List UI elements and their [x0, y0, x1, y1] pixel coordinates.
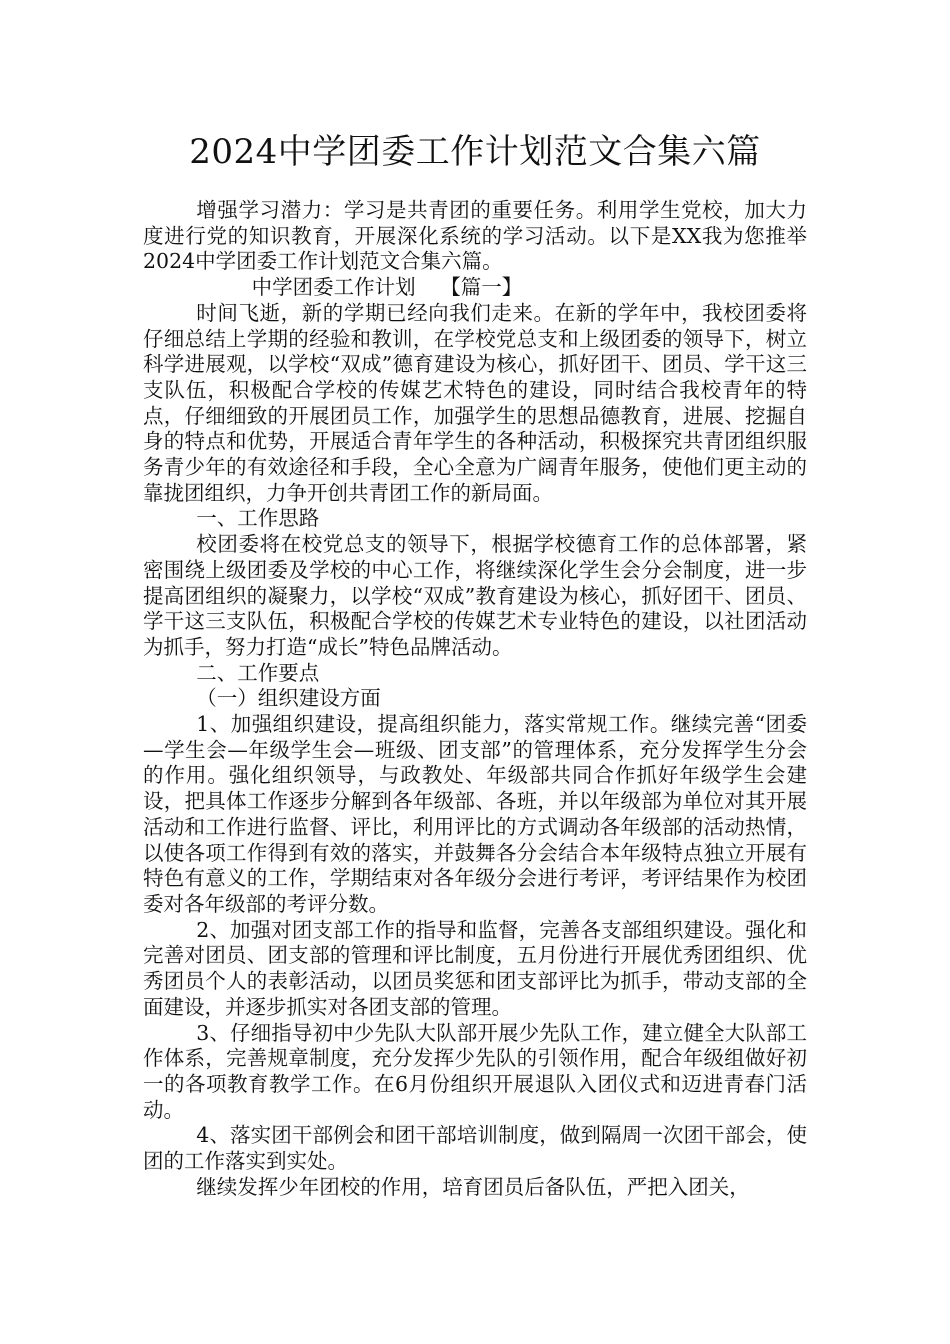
- document-body: [143, 198, 807, 1200]
- section-number: 【篇一】: [440, 275, 523, 300]
- list-item-4: 4、落实团干部例会和团干部培训制度，做到隔周一次团干部会，使团的工作落实到实处。: [143, 1123, 807, 1174]
- list-item-2: 2、加强对团支部工作的指导和监督，完善各支部组织建设。强化和完善对团员、团支部的管理和评比制度，五月份进行开展优秀团组织、优秀团员个人的表彰活动，以团员奖惩和团支部评比为抓手，带动支部的全面建设，并逐步抓实对各团支部的管理。: [143, 917, 807, 1019]
- body-paragraph-1: 时间飞逝，新的学期已经向我们走来。在新的学年中，我校团委将仔细总结上学期的经验和教训，在学校党总支和上级团委的领导下，树立科学进展观，以学校“双成”德育建设为核心，抓好团干、团员、学干这三支队伍，积极配合学校的传媒艺术特色的建设，同时结合我校青年的特点，仔细细致的开展团员工作，加强学生的思想品德教育，进展、挖掘自身的特点和优势，开展适合青年学生的各种活动，积极探究共青团组织服务青少年的有效途径和手段，全心全意为广阔青年服务，使他们更主动的靠拢团组织，力争开创共青团工作的新局面。: [143, 300, 807, 505]
- body-paragraph-2: 校团委将在校党总支的领导下，根据学校德育工作的总体部署，紧密围绕上级团委及学校的中心工作，将继续深化学生会分会制度，进一步提高团组织的凝聚力，以学校“双成”教育建设为核心，抓好团干、团员、学干这三支队伍，积极配合学校的传媒艺术专业特色的建设，以社团活动为抓手，努力打造“成长”特色品牌活动。: [143, 532, 807, 659]
- section-heading: [143, 275, 807, 301]
- heading-work-points: 二、工作要点: [196, 660, 320, 685]
- body-paragraph-3: 继续发挥少年团校的作用，培育团员后备队伍，严把入团关，: [196, 1174, 750, 1199]
- document-title: 2024中学团委工作计划范文合集六篇: [189, 132, 761, 172]
- intro-paragraph: 增强学习潜力：学习是共青团的重要任务。利用学生党校，加大力度进行党的知识教育，开展深化系统的学习活动。以下是XX我为您推举2024中学团委工作计划范文合集六篇。: [143, 198, 807, 274]
- list-item-3: 3、仔细指导初中少先队大队部开展少先队工作，建立健全大队部工作体系，完善规章制度，充分发挥少先队的引领作用，配合年级组做好初一的各项教育教学工作。在6月份组织开展退队入团仪式和迈进青春门活动。: [143, 1020, 807, 1122]
- heading-work-approach: 一、工作思路: [196, 506, 320, 531]
- list-item-1: 1、加强组织建设，提高组织能力，落实常规工作。继续完善“团委—学生会—年级学生会—班级、团支部”的管理体系，充分发挥学生分会的作用。强化组织领导，与政教处、年级部共同合作抓好年级学生会建设，把具体工作逐步分解到各年级部、各班，并以年级部为单位对其开展活动和工作进行监督、评比，利用评比的方式调动各年级部的活动热情，以使各项工作得到有效的落实，并鼓舞各分会结合本年级特点独立开展有特色有意义的工作，学期结束对各年级分会进行考评，考评结果作为校团委对各年级部的考评分数。: [143, 712, 807, 916]
- heading-organization: （一）组织建设方面: [196, 686, 381, 711]
- section-title: 中学团委工作计划: [251, 275, 416, 300]
